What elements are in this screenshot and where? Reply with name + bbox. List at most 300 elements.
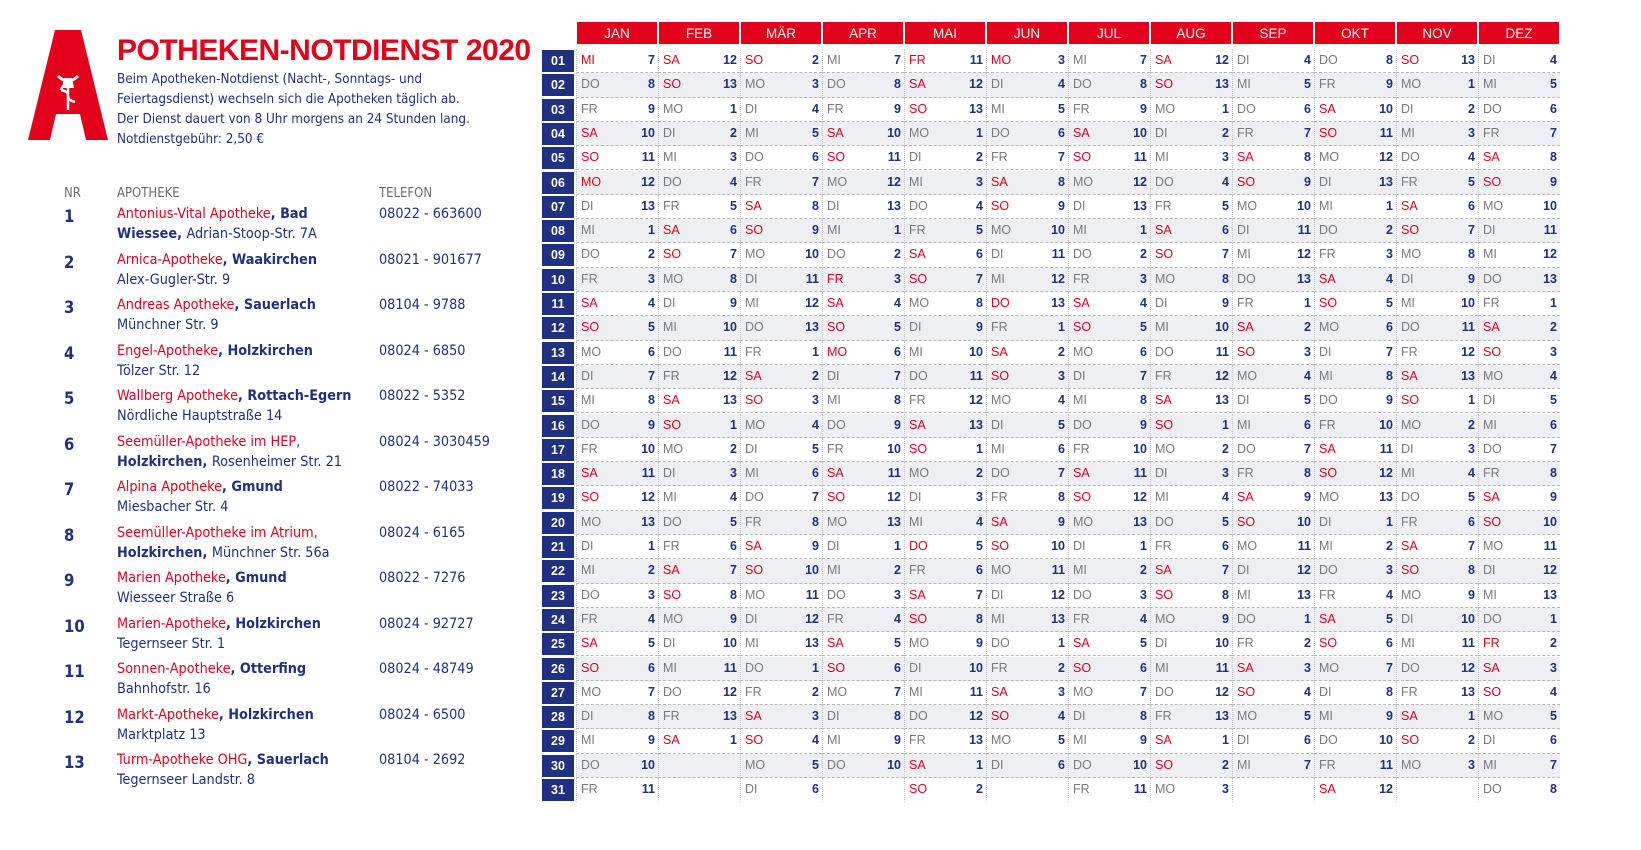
calendar-cell [986,171,1068,195]
pharmacy-number: 13 [1461,53,1475,67]
pharmacy-row [0,572,530,618]
calendar-cell [822,681,904,705]
calendar-cell [822,778,904,802]
weekday-label: SA [1319,782,1336,796]
weekday-label: MI [909,514,923,529]
calendar-cell [740,632,822,656]
calendar-cell [740,341,822,365]
weekday-label: FR [909,223,926,238]
calendar-cell [1478,681,1560,705]
pharmacy-number: 12 [1379,150,1393,165]
calendar-cell [658,535,740,559]
calendar-cell [822,754,904,778]
pharmacy-number: 4 [1468,150,1475,165]
weekday-label: DI [745,441,758,456]
pharmacy-number: 3 [730,466,737,481]
weekday-label: DI [827,198,840,213]
calendar-cell [1314,729,1396,753]
calendar-cell [822,243,904,267]
calendar-cell [1150,584,1232,608]
weekday-label: DI [745,101,758,116]
weekday-label: MO [909,296,930,310]
weekday-label: SO [1401,393,1420,408]
pharmacy-number: 5 [1222,198,1229,213]
pharmacy-number: 9 [1468,587,1475,602]
weekday-label: MI [1237,247,1251,262]
weekday-label: SA [581,296,598,310]
pharmacy-number: 8 [1386,368,1393,383]
pharmacy-number: 2 [1468,417,1475,432]
weekday-label: SA [827,125,844,140]
weekday-label: FR [1319,77,1336,92]
pharmacy-address-line [117,634,225,654]
month-header: JUN [987,22,1067,44]
pharmacy-number: 7 [648,53,655,67]
calendar-cell [822,268,904,292]
calendar-cell [576,316,658,340]
pharmacy-number: 3 [648,271,655,286]
calendar-cell [1068,73,1150,97]
pharmacy-number: 12 [641,174,655,189]
weekday-label: SO [1155,417,1174,432]
pharmacy-name: Seemüller-Apotheke im HEP [117,433,297,450]
weekday-label: SO [1155,587,1174,602]
pharmacy-number: 7 [1386,660,1393,675]
pharmacy-nr: 9 [64,571,75,590]
day-number-label: 22 [542,560,574,582]
calendar-cell [1478,584,1560,608]
weekday-label: SA [1073,125,1090,140]
calendar-cell [986,341,1068,365]
calendar-cell [1150,316,1232,340]
calendar-cell [1478,705,1560,729]
pharmacy-number: 1 [1550,611,1557,626]
pharmacy-name: Alpina Apotheke [117,479,223,495]
pharmacy-number: 8 [1140,77,1147,92]
calendar-cell [904,98,986,122]
calendar-cell [1478,292,1560,316]
weekday-label: MO [991,563,1012,578]
calendar-cell [822,511,904,535]
pharmacy-number: 2 [1058,660,1065,675]
pharmacy-number: 2 [730,441,737,456]
pharmacy-number: 9 [730,611,737,626]
weekday-label: DI [1073,539,1086,553]
weekday-label: FR [1483,125,1500,140]
pharmacy-number: 2 [976,150,983,165]
calendar-cell [1314,705,1396,729]
weekday-label: MI [581,393,595,408]
weekday-label: MO [663,611,684,626]
calendar-cell [1068,389,1150,413]
pharmacy-number: 12 [805,611,819,626]
pharmacy-number: 5 [730,198,737,213]
weekday-label: MI [827,53,841,67]
calendar-cell [740,438,822,462]
weekday-label: SA [1237,490,1254,505]
pharmacy-number: 11 [969,684,983,699]
pharmacy-number: 8 [1386,684,1393,699]
pharmacy-number: 9 [1222,296,1229,310]
weekday-label: DO [1237,611,1256,626]
weekday-label: MO [1483,198,1504,213]
calendar-cell [1068,681,1150,705]
calendar-cell [1396,414,1478,438]
weekday-label: DI [991,417,1004,432]
pharmacy-number: 2 [1468,733,1475,748]
weekday-label: SA [1483,660,1500,675]
pharmacy-name-line: Antonius-Vital Apotheke, Bad [117,206,308,222]
day-number-label: 01 [542,50,574,72]
weekday-label: DI [1155,296,1168,310]
pharmacy-number: 6 [812,466,819,481]
weekday-label: SO [581,320,600,335]
pharmacy-number: 1 [894,223,901,238]
calendar-cell [1150,608,1232,632]
calendar-cell [1068,146,1150,170]
list-header [0,186,530,204]
pharmacy-number: 3 [730,150,737,165]
pharmacy-number: 11 [969,368,983,383]
calendar-cell [1232,49,1314,73]
pharmacy-number: 9 [648,417,655,432]
calendar-cell [1232,292,1314,316]
weekday-label: DO [1319,393,1338,408]
calendar-cell [904,316,986,340]
pharmacy-number: 6 [1140,660,1147,675]
weekday-label: MO [1237,368,1258,383]
day-number-label: 15 [542,390,574,412]
pharmacy-town: Gmund [231,479,283,495]
weekday-label: SO [1237,174,1256,189]
weekday-label: DO [663,344,682,359]
calendar-cell [904,341,986,365]
pharmacy-number: 12 [1543,247,1557,262]
weekday-label: SO [991,709,1010,724]
weekday-label: MI [1237,587,1251,602]
calendar-cell [1314,754,1396,778]
weekday-label: SA [1319,101,1336,116]
weekday-label: SA [1401,198,1418,213]
weekday-label: MI [581,563,595,578]
pharmacy-number: 7 [1222,247,1229,262]
pharmacy-number: 2 [1140,247,1147,262]
pharmacy-number: 7 [894,368,901,383]
pharmacy-number: 8 [1386,53,1393,67]
weekday-label: DO [1319,563,1338,578]
pharmacy-number: 8 [894,393,901,408]
calendar-cell [822,462,904,486]
day-number-label: 11 [542,293,574,315]
pharmacy-number: 9 [1140,101,1147,116]
pharmacy-number: 8 [1550,782,1557,796]
calendar-cell [740,98,822,122]
pharmacy-number: 11 [723,660,737,675]
calendar-cell [1150,195,1232,219]
pharmacy-number: 5 [976,539,983,553]
pharmacy-number: 5 [1304,393,1311,408]
calendar-cell [1478,49,1560,73]
month-header: APR [823,22,903,44]
weekday-label: DO [1319,223,1338,238]
calendar-cell [1314,292,1396,316]
pharmacy-name: Engel-Apotheke [117,342,219,359]
header-telefon: TELEFON [379,186,433,201]
weekday-label: DO [1237,101,1256,116]
weekday-label: MI [1155,320,1169,335]
weekday-label: DO [991,636,1010,651]
pharmacy-number: 5 [1222,514,1229,529]
day-number-label: 02 [542,74,574,96]
pharmacy-number: 4 [976,198,983,213]
weekday-label: MI [991,271,1005,286]
weekday-label: MO [991,53,1012,67]
weekday-label: MO [1483,368,1504,383]
weekday-label: MI [909,684,923,699]
pharmacy-number: 6 [894,344,901,359]
calendar-cell [986,98,1068,122]
weekday-label: MO [991,733,1012,748]
weekday-label: FR [991,150,1008,165]
pharmacy-number: 7 [1468,223,1475,238]
weekday-label: MI [1483,77,1497,92]
calendar-cell [1232,365,1314,389]
calendar-cell [1068,195,1150,219]
calendar-cell [822,729,904,753]
pharmacy-number: 13 [1379,490,1393,505]
calendar-cell [1478,778,1560,802]
weekday-label: DI [1401,611,1414,626]
calendar-cell [1478,243,1560,267]
weekday-label: FR [1155,198,1172,213]
weekday-label: MO [827,514,848,529]
pharmacy-number: 5 [812,441,819,456]
calendar-cell [904,73,986,97]
pharmacy-number: 4 [730,490,737,505]
weekday-label: DO [1483,441,1502,456]
calendar-cell [1150,681,1232,705]
month-header: JUL [1069,22,1149,44]
calendar-cell [904,657,986,681]
weekday-label: SA [581,125,598,140]
weekday-label: SO [991,198,1010,213]
weekday-label: SO [909,271,928,286]
pharmacy-name-line: Alpina Apotheke, Gmund [117,479,283,495]
page-title: POTHEKEN-NOTDIENST 2020 [117,34,531,67]
weekday-label: FR [745,684,762,699]
pharmacy-nr: 3 [64,298,75,317]
pharmacy-number: 4 [1222,490,1229,505]
weekday-label: FR [909,563,926,578]
weekday-label: MI [1319,198,1333,213]
pharmacy-number: 4 [976,514,983,529]
weekday-label: DI [1237,53,1250,67]
calendar-cell [1314,559,1396,583]
calendar-cell [1150,268,1232,292]
pharmacy-number: 10 [1543,198,1557,213]
day-number-label: 08 [542,220,574,242]
pharmacy-address-line [117,406,282,426]
calendar-cell [1314,341,1396,365]
pharmacy-nr: 7 [64,480,75,499]
pharmacy-address: Tölzer Str. 12 [117,362,201,379]
calendar-cell [1068,754,1150,778]
weekday-label: FR [1319,587,1336,602]
calendar-cell [740,778,822,802]
pharmacy-number: 8 [812,198,819,213]
pharmacy-number: 7 [1304,125,1311,140]
weekday-label: FR [581,611,598,626]
pharmacy-town: Gmund [235,570,287,586]
calendar-cell [904,632,986,656]
calendar-cell [986,632,1068,656]
weekday-label: FR [663,198,680,213]
calendar-cell [904,754,986,778]
weekday-label: FR [827,271,844,286]
weekday-label: MI [581,733,595,748]
pharmacy-number: 10 [641,441,655,456]
pharmacy-number: 9 [648,733,655,748]
pharmacy-number: 5 [1550,709,1557,724]
pharmacy-number: 6 [648,660,655,675]
weekday-label: MO [1237,539,1258,553]
calendar-cell [1232,195,1314,219]
weekday-label: DI [663,466,676,481]
calendar-cell [986,584,1068,608]
weekday-label: MI [1073,53,1087,67]
weekday-label: DO [1073,587,1092,602]
weekday-label: MI [827,223,841,238]
weekday-label: FR [1483,636,1500,651]
pharmacy-number: 6 [812,782,819,796]
calendar-cell [822,146,904,170]
weekday-label: MO [909,636,930,651]
pharmacy-number: 12 [1215,368,1229,383]
pharmacy-number: 7 [894,684,901,699]
calendar-cell [986,316,1068,340]
pharmacy-list [0,208,530,800]
calendar-cell [1232,778,1314,802]
calendar-cell [1314,122,1396,146]
pharmacy-name-line: Engel-Apotheke, Holzkirchen [117,342,313,359]
weekday-label: FR [663,709,680,724]
calendar-cell [1478,389,1560,413]
weekday-label: SA [745,539,762,553]
pharmacy-phone: 08024 - 92727 [379,615,474,632]
weekday-label: SO [663,77,682,92]
weekday-label: DO [1073,757,1092,772]
pharmacy-nr: 10 [64,616,85,636]
weekday-label: DO [1401,490,1420,505]
pharmacy-number: 3 [1222,150,1229,165]
calendar-cell [1150,462,1232,486]
weekday-label: SA [1319,271,1336,286]
pharmacy-number: 3 [1550,660,1557,675]
pharmacy-nr: 12 [64,707,85,727]
fee-line: Notdienstgebühr: 2,50 € [117,132,265,147]
pharmacy-number: 11 [1543,223,1557,238]
calendar-cell [1068,486,1150,510]
weekday-label: MO [1401,757,1422,772]
calendar-cell [740,535,822,559]
calendar-cell [658,73,740,97]
pharmacy-number: 7 [1468,539,1475,553]
weekday-label: FR [909,393,926,408]
pharmacy-number: 12 [969,77,983,92]
calendar-cell [904,511,986,535]
calendar-cell [1232,341,1314,365]
pharmacy-address: Alex-Gugler-Str. 9 [117,271,231,288]
pharmacy-nr: 8 [64,525,75,545]
weekday-label: MI [991,611,1005,626]
pharmacy-number: 5 [1386,611,1393,626]
pharmacy-town: Rottach-Egern [247,388,352,404]
calendar-cell [658,462,740,486]
calendar-cell [1150,486,1232,510]
calendar-cell [576,292,658,316]
calendar-cell [986,705,1068,729]
pharmacy-row [0,390,530,436]
day-number-label: 26 [542,658,574,680]
weekday-label: SO [909,441,928,456]
pharmacy-number: 11 [641,466,655,481]
calendar-cell [1232,462,1314,486]
day-number-label: 16 [542,415,574,437]
pharmacy-number: 4 [1468,466,1475,481]
calendar-cell [658,632,740,656]
weekday-label: SO [1401,223,1420,238]
pharmacy-number: 1 [1058,636,1065,651]
pharmacy-number: 6 [1222,223,1229,238]
pharmacy-number: 3 [1468,757,1475,772]
pharmacy-number: 3 [1304,660,1311,675]
calendar-cell [658,171,740,195]
pharmacy-number: 4 [1386,587,1393,602]
pharmacy-number: 10 [969,660,983,675]
calendar-cell [1396,559,1478,583]
weekday-label: SA [1319,611,1336,626]
pharmacy-number: 8 [730,271,737,286]
calendar-cell [1314,414,1396,438]
calendar-cell [822,341,904,365]
calendar-cell [1478,341,1560,365]
calendar-cell [740,219,822,243]
pharmacy-number: 2 [1058,344,1065,359]
calendar-cell [822,535,904,559]
pharmacy-number: 7 [1058,466,1065,481]
calendar-cell [1232,438,1314,462]
pharmacy-number: 13 [969,417,983,432]
pharmacy-number: 6 [1386,320,1393,335]
pharmacy-number: 11 [1215,660,1229,675]
calendar-cell [1068,632,1150,656]
weekday-label: MI [663,150,677,165]
month-header: DEZ [1479,22,1559,44]
calendar-cell [1314,778,1396,802]
pharmacy-number: 12 [1461,660,1475,675]
month-header: NOV [1397,22,1477,44]
pharmacy-phone: 08104 - 9788 [379,297,466,313]
weekday-label: SA [745,368,762,383]
weekday-label: SO [1319,296,1338,310]
day-number-label: 31 [542,779,574,801]
weekday-label: SO [1073,660,1092,675]
calendar-cell [1068,98,1150,122]
weekday-label: SO [1073,490,1092,505]
weekday-label: DO [827,587,846,602]
day-number-label: 13 [542,342,574,364]
calendar-cell [904,219,986,243]
